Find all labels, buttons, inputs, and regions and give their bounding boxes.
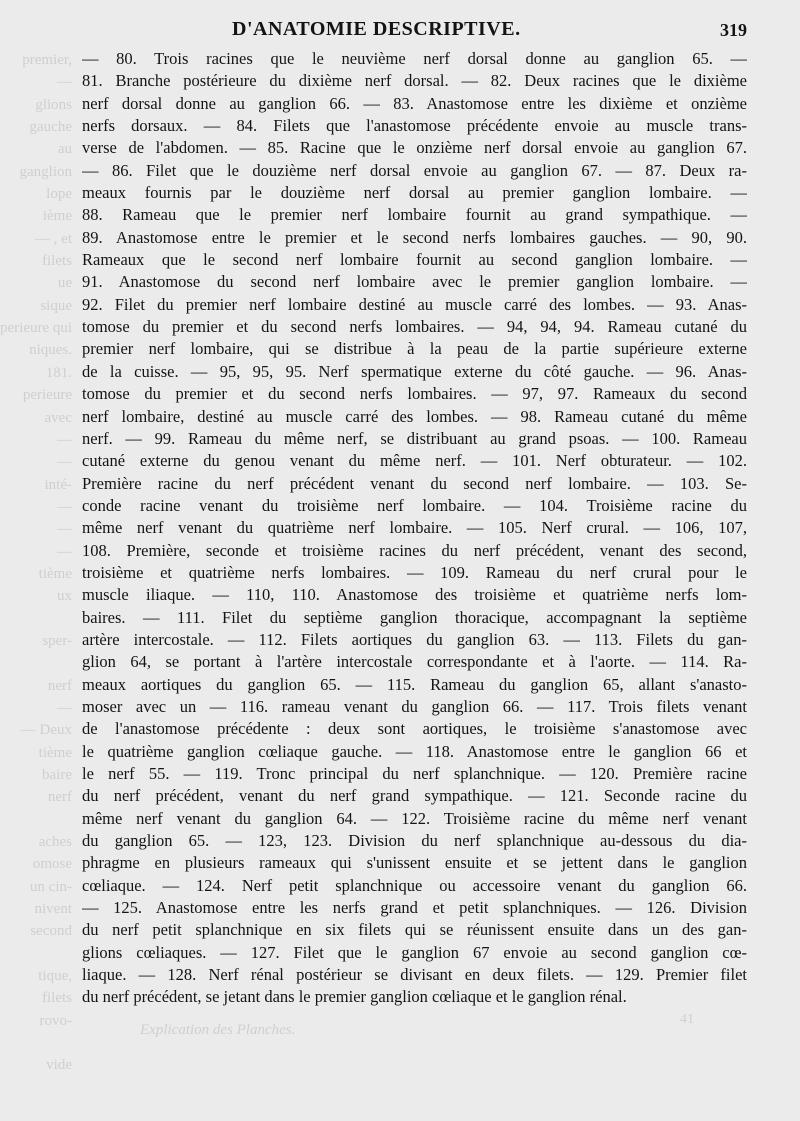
text-line: le nerf 55. — 119. Tronc principal du nerf splanchnique. — 120. Première racine: [82, 764, 747, 783]
bleed-through-fragment: nerf: [47, 677, 72, 694]
text-line: cœliaque. — 124. Nerf petit splanchnique ou accessoire venant du ganglion 66.: [82, 875, 747, 895]
page-number: 319: [720, 20, 747, 40]
bleed-through-fragment: vide: [46, 1057, 72, 1074]
text-line: moser avec un — 116. rameau venant du ganglion 66. — 117. Trois filets venant: [82, 696, 747, 716]
running-title: D'ANATOMIE DESCRIPTIVE.: [232, 18, 521, 40]
bleed-through-fragment: nerf: [47, 789, 72, 806]
bleed-through-fragment: au: [57, 141, 72, 158]
text-line: muscle iliaque. — 110, 110. Anastomose des troisième et quatrième nerfs lom-: [82, 585, 747, 605]
text-line: baires. — 111. Filet du septième ganglion thoracique, accompagnant la septième: [82, 607, 747, 627]
bleed-through-fragment: —: [57, 498, 72, 515]
text-line: nerf lombaire, destiné au muscle carré des lombes. — 98. Rameau cutané du même: [82, 406, 747, 426]
text-line: tomose du premier et du second nerfs lombaires. — 97, 97. Rameaux du second: [82, 384, 747, 404]
bleed-through-fragment: lope: [46, 186, 72, 203]
text-line: cutané externe du genou venant du même nerf. — 101. Nerf obturateur. — 102.: [82, 451, 747, 471]
bleed-through-fragment: — Deux: [20, 722, 72, 739]
bleed-through-fragment: tième: [38, 565, 72, 582]
bleed-through-fragment: ux: [57, 588, 72, 605]
bleed-through-fragment: [0, 655, 72, 677]
bleed-through-fragment: gauche: [29, 119, 72, 136]
bleed-through-margin: [0, 52, 72, 1080]
text-line: du nerf petit splanchnique en six filets qui se réunissent ensuite dans un des gan-: [82, 920, 747, 940]
bleed-through-fragment: [0, 611, 72, 633]
bleed-through-footer-text: Explication des Planches.: [140, 1022, 296, 1038]
text-line: du nerf précédent, venant du nerf grand sympathique. — 121. Seconde racine du: [82, 786, 747, 806]
text-line: meaux aortiques du ganglion 65. — 115. Rameau du ganglion 65, allant s'anasto-: [82, 674, 747, 694]
bleed-through-fragment: perieure: [22, 387, 72, 404]
text-line: 92. Filet du premier nerf lombaire destiné au muscle carré des lombes. — 93. Anas-: [82, 294, 747, 314]
text-line: troisième et quatrième nerfs lombaires. — 109. Rameau du nerf crural pour le: [82, 562, 747, 582]
text-line: verse de l'abdomen. — 85. Racine que le onzième nerf dorsal envoie au ganglion 67.: [82, 138, 747, 158]
bleed-through-fragment: —: [57, 699, 72, 716]
text-line: premier nerf lombaire, qui se distribue à la peau de la partie supérieure externe: [82, 339, 747, 359]
bleed-through-fragment: niques.: [29, 342, 72, 359]
text-line: de l'anastomose précédente : deux sont aortiques, le troisième s'anastomose avec: [82, 719, 747, 739]
text-line: 91. Anastomose du second nerf lombaire avec le premier ganglion lombaire. —: [82, 272, 747, 292]
bleed-through-footer-number: 41: [680, 1012, 694, 1027]
text-line: — 125. Anastomose entre les nerfs grand et petit splanchniques. — 126. Division: [82, 898, 747, 918]
text-line: 89. Anastomose entre le premier et le second nerfs lombaires gauches. — 90, 90.: [82, 227, 747, 247]
bleed-through-fragment: perieure qui: [0, 320, 72, 337]
bleed-through-fragment: sper-: [42, 632, 72, 649]
bleed-through-fragment: ue: [57, 275, 72, 292]
text-line: glions cœliaques. — 127. Filet que le ganglion 67 envoie au second ganglion cœ-: [82, 942, 747, 962]
text-line: phragme en plusieurs rameaux qui s'unissent ensuite et se jettent dans le ganglion: [82, 853, 747, 873]
bleed-through-fragment: second: [30, 923, 72, 940]
text-line: artère intercostale. — 112. Filets aortiques du ganglion 63. — 113. Filets du gan-: [82, 629, 747, 649]
bleed-through-fragment: filets: [42, 990, 72, 1007]
bleed-through-fragment: omose: [32, 856, 72, 873]
bleed-through-fragment: premier,: [22, 52, 72, 68]
text-line: — 80. Trois racines que le neuvième nerf dorsal donne au ganglion 65. —: [82, 49, 747, 68]
text-line: liaque. — 128. Nerf rénal postérieur se divisant en deux filets. — 129. Premier filet: [82, 965, 747, 985]
bleed-through-fragment: avec: [44, 409, 72, 426]
bleed-through-fragment: glions: [35, 96, 72, 113]
text-line: le quatrième ganglion cœliaque gauche. — 118. Anastomose entre le ganglion 66 et: [82, 741, 747, 761]
text-line: nerfs dorsaux. — 84. Filets que l'anastomose précédente envoie au muscle trans-: [82, 116, 747, 136]
text-line: Rameaux que le second nerf lombaire fournit au second ganglion lombaire. —: [82, 250, 747, 270]
body-text: [82, 48, 747, 1009]
text-line: 88. Rameau que le premier nerf lombaire fournit au grand sympathique. —: [82, 205, 747, 225]
bleed-through-fragment: ganglion: [19, 163, 72, 180]
text-line: 108. Première, seconde et troisième racines du nerf précédent, venant des second,: [82, 540, 747, 560]
bleed-through-fragment: ième: [42, 208, 72, 225]
bleed-through-fragment: —: [57, 543, 72, 560]
text-line: de la cuisse. — 95, 95, 95. Nerf spermatique externe du côté gauche. — 96. Anas-: [82, 361, 747, 381]
text-line: meaux fournis par le douzième nerf dorsal au premier ganglion lombaire. —: [82, 183, 747, 203]
bleed-through-fragment: un cin-: [29, 878, 72, 895]
bleed-through-fragment: rovo-: [39, 1012, 72, 1029]
bleed-through-fragment: inté-: [44, 476, 72, 493]
text-line: nerf. — 99. Rameau du même nerf, se distribuant au grand psoas. — 100. Rameau: [82, 428, 747, 448]
text-line: même nerf venant du quatrième nerf lombaire. — 105. Nerf crural. — 106, 107,: [82, 518, 747, 538]
text-line: glion 64, se portant à l'artère intercostale correspondante et à l'aorte. — 114. Ra-: [82, 652, 747, 672]
text-line: tomose du premier et du second nerfs lombaires. — 94, 94, 94. Rameau cutané du: [82, 317, 747, 337]
bleed-through-fragment: tique,: [38, 968, 72, 985]
bleed-through-fragment: aches: [38, 834, 72, 851]
bleed-through-fragment: tième: [38, 744, 72, 761]
bleed-through-fragment: — , et: [34, 230, 72, 247]
bleed-through-fragment: 181.: [45, 364, 72, 381]
bleed-through-fragment: [0, 1035, 72, 1057]
text-line: — 86. Filet que le douzième nerf dorsal envoie au ganglion 67. — 87. Deux ra-: [82, 160, 747, 180]
text-line: nerf dorsal donne au ganglion 66. — 83. Anastomose entre les dixième et onzième: [82, 93, 747, 113]
bleed-through-fragment: nivent: [34, 901, 72, 918]
bleed-through-fragment: baire: [42, 767, 72, 783]
bleed-through-fragment: filets: [42, 253, 72, 270]
page-header: [82, 18, 747, 48]
bleed-through-fragment: sique: [40, 297, 72, 314]
text-line: du ganglion 65. — 123, 123. Division du nerf splanchnique au-dessous du dia-: [82, 831, 747, 851]
bleed-through-fragment: —: [57, 431, 72, 448]
bleed-through-fragment: [0, 812, 72, 834]
text-line: même nerf venant du ganglion 64. — 122. Troisième racine du même nerf venant: [82, 808, 747, 828]
text-line: du nerf précédent, se jetant dans le premier ganglion cœliaque et le ganglion rénal.: [82, 987, 627, 1007]
bleed-through-fragment: —: [57, 521, 72, 538]
bleed-through-fragment: [0, 946, 72, 968]
text-line: Première racine du nerf précédent venant du second nerf lombaire. — 103. Se-: [82, 473, 747, 493]
text-line: 81. Branche postérieure du dixième nerf dorsal. — 82. Deux racines que le dixième: [82, 71, 747, 91]
bleed-through-fragment: —: [57, 74, 72, 91]
bleed-through-fragment: —: [57, 454, 72, 471]
text-line: conde racine venant du troisième nerf lombaire. — 104. Troisième racine du: [82, 495, 747, 515]
